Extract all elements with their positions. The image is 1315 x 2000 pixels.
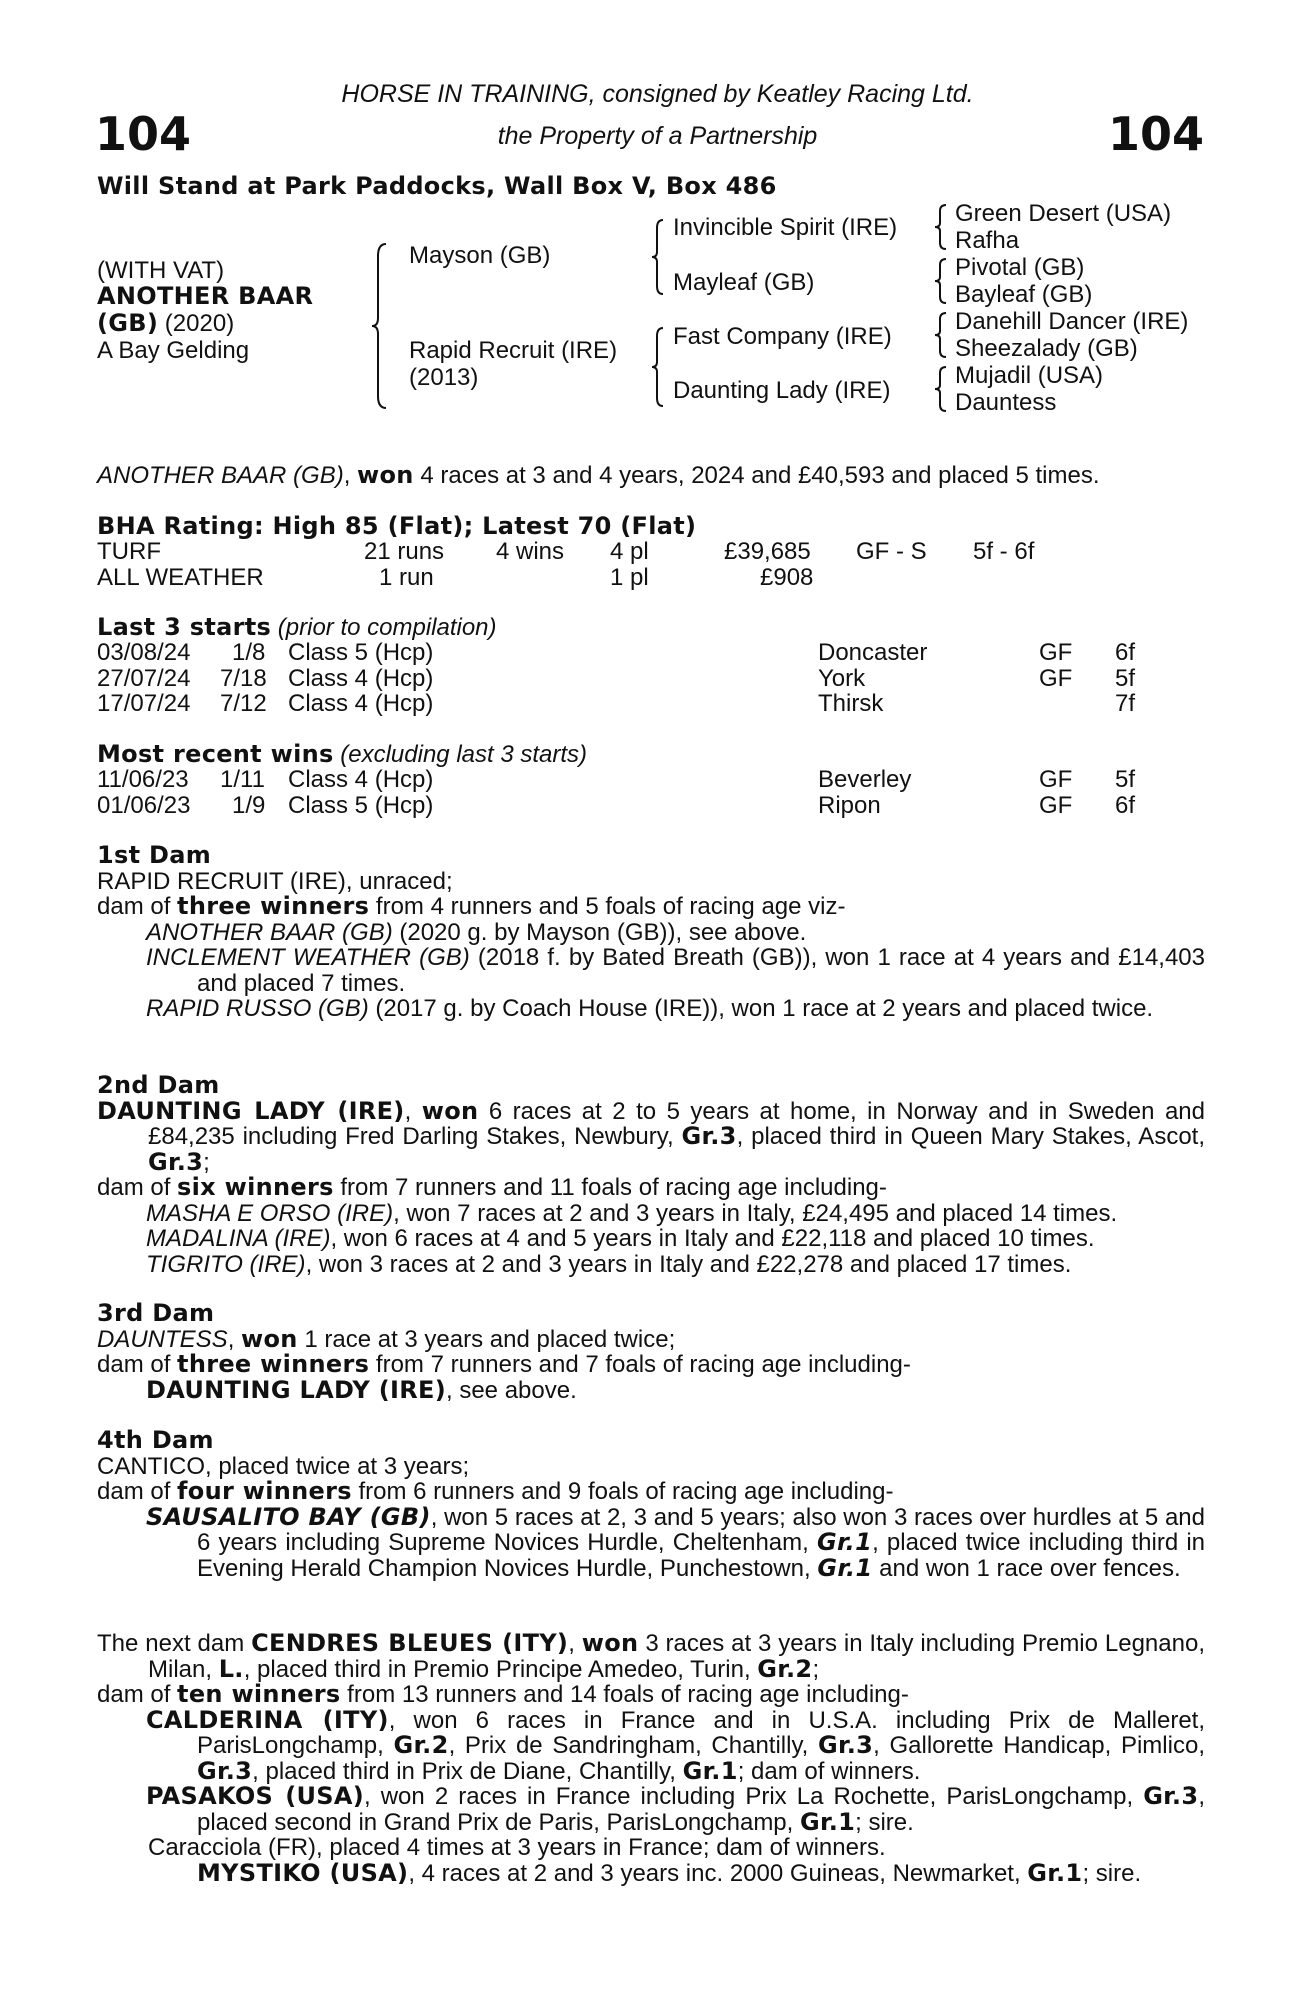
section-title: 4th Dam: [97, 1426, 214, 1454]
progeny-entry: PASAKOS (USA), won 2 races in France including Prix La Rochette, ParisLongchamp, Gr.3, placed second in Grand Prix de Paris, ParisLongchamp, Gr.1; sire.: [146, 1782, 1205, 1836]
gen3-brace-1: [933, 203, 949, 251]
gen3-brace-4: [933, 365, 949, 413]
third-dam-section: [97, 1301, 1205, 1403]
start-row: [97, 640, 1197, 666]
sire-sire-sire: Green Desert (USA): [955, 200, 1172, 227]
horse-country: (GB): [97, 309, 159, 337]
stand-location: Will Stand at Park Paddocks, Wall Box V, Box 486: [97, 172, 777, 200]
win-date: 11/06/23: [97, 766, 189, 793]
win-row: [97, 793, 1197, 819]
progeny-entry: ANOTHER BAAR (GB) (2020 g. by Mayson (GB)), see above.: [146, 918, 807, 946]
sire-dam-dam: Bayleaf (GB): [955, 281, 1093, 308]
sire-brace: [650, 218, 666, 296]
gen3-brace-2: [933, 257, 949, 305]
rating-going: GF - S: [856, 538, 927, 565]
summary-text: 4 races at 3 and 4 years, 2024 and £40,593 and placed 5 times.: [413, 462, 1100, 489]
rating-distance: 5f - 6f: [973, 538, 1035, 565]
dam-sire-dam: Sheezalady (GB): [955, 335, 1138, 362]
progeny-entry: INCLEMENT WEATHER (GB) (2018 f. by Bated Breath (GB)), won 1 race at 4 years and £14,403 and placed 7 times.: [146, 944, 1205, 997]
race-summary: ANOTHER BAAR (GB), won 4 races at 3 and 4 years, 2024 and £40,593 and placed 5 times.: [97, 461, 1100, 489]
start-distance: 6f: [1115, 639, 1136, 666]
dam-dam: Daunting Lady (IRE): [673, 377, 891, 404]
first-dam-section: [97, 843, 1205, 1022]
start-distance: 5f: [1115, 664, 1136, 692]
start-class: Class 4 (Hcp): [288, 690, 434, 717]
dam-of-line: dam of six winners from 7 runners and 11 foals of racing age including-: [97, 1173, 887, 1201]
start-class: Class 5 (Hcp): [288, 639, 434, 666]
start-course: Thirsk: [818, 690, 884, 717]
win-distance: 6f: [1115, 791, 1136, 819]
dam-dam-dam: Dauntess: [955, 389, 1057, 416]
rating-row: [97, 565, 1197, 591]
section-title: 3rd Dam: [97, 1299, 215, 1327]
rating-table: [97, 539, 1197, 590]
rating-surface: ALL WEATHER: [97, 563, 264, 591]
start-date: 03/08/24: [97, 639, 191, 666]
win-course: Ripon: [818, 791, 881, 819]
start-course: Doncaster: [818, 639, 928, 666]
rating-surface: TURF: [97, 538, 161, 565]
start-going: GF: [1039, 639, 1073, 666]
fourth-dam-section: [97, 1428, 1205, 1581]
win-row: [97, 767, 1197, 793]
start-position: 7/18: [220, 664, 267, 692]
progeny-entry: DAUNTING LADY (IRE), see above.: [146, 1375, 577, 1404]
win-class: Class 5 (Hcp): [288, 791, 434, 819]
progeny-entry: RAPID RUSSO (GB) (2017 g. by Coach House (IRE)), won 1 race at 2 years and placed twice.: [146, 995, 1154, 1022]
summary-won: won: [357, 461, 414, 489]
progeny-entry: SAUSALITO BAY (GB), won 5 races at 2, 3 and 5 years; also won 3 races over hurdles at 5 and 6 years including Supreme Novices Hurdle, Cheltenham, Gr.1, placed twice including third in Evening Herald Champion Novices Hurdle, Punchestown, Gr.1 and won 1 race over fences.: [146, 1502, 1205, 1582]
start-position: 1/8: [232, 639, 266, 666]
start-position: 7/12: [220, 690, 267, 717]
rating-places: 1 pl: [610, 563, 649, 591]
consignment-line: HORSE IN TRAINING, consigned by Keatley Racing Ltd.: [341, 80, 974, 108]
start-date: 27/07/24: [97, 664, 191, 692]
recent-wins-title: Most recent wins (excluding last 3 starts): [97, 740, 588, 768]
win-position: 1/11: [220, 766, 265, 793]
start-course: York: [818, 664, 866, 692]
sire-sire: Invincible Spirit (IRE): [673, 214, 898, 241]
dam-line: RAPID RECRUIT (IRE), unraced;: [97, 867, 453, 895]
dam-line: CANTICO, placed twice at 3 years;: [97, 1452, 470, 1480]
next-dam-section: [97, 1631, 1205, 1886]
rating-runs: 21 runs: [364, 538, 445, 565]
last3-table: [97, 640, 1197, 717]
win-class: Class 4 (Hcp): [288, 766, 434, 793]
rating-row: [97, 539, 1197, 565]
dam-dam-sire: Mujadil (USA): [955, 362, 1104, 389]
pedigree-main-brace: [370, 242, 390, 410]
start-going: GF: [1039, 664, 1073, 692]
start-date: 17/07/24: [97, 690, 191, 717]
sire-dam-sire: Pivotal (GB): [955, 254, 1085, 281]
dam-of-line: dam of three winners from 7 runners and 7 foals of racing age including-: [97, 1350, 911, 1378]
rating-places: 4 pl: [610, 538, 649, 565]
win-position: 1/9: [232, 791, 266, 819]
start-distance: 7f: [1115, 690, 1136, 717]
gen3-brace-3: [933, 311, 949, 359]
win-going: GF: [1039, 766, 1073, 793]
last3-title: Last 3 starts (prior to compilation): [97, 613, 497, 641]
dam-line: DAUNTESS, won 1 race at 3 years and placed twice;: [97, 1324, 676, 1353]
win-distance: 5f: [1115, 766, 1136, 793]
dam-line: The next dam CENDRES BLEUES (ITY), won 3 races at 3 years in Italy including Premio Legnano, Milan, L., placed third in Premio Principe Amedeo, Turin, Gr.2;: [97, 1629, 1205, 1683]
horse-name: ANOTHER BAAR: [97, 282, 314, 310]
rating-amount: £908: [760, 563, 814, 591]
start-row: [97, 666, 1197, 692]
win-course: Beverley: [818, 766, 912, 793]
sire-sire-dam: Rafha: [955, 227, 1020, 254]
section-title: 2nd Dam: [97, 1071, 220, 1099]
dam-sire-sire: Danehill Dancer (IRE): [955, 308, 1189, 335]
grand-progeny-entry: MYSTIKO (USA), 4 races at 2 and 3 years inc. 2000 Guineas, Newmarket, Gr.1; sire.: [197, 1858, 1142, 1887]
dam-of-line: dam of four winners from 6 runners and 9 foals of racing age including-: [97, 1477, 894, 1505]
summary-horse-name: ANOTHER BAAR (GB): [97, 462, 344, 489]
lot-number-right: 104: [1107, 107, 1204, 161]
horse-year: (2020): [158, 310, 235, 337]
progeny-entry: MASHA E ORSO (IRE), won 7 races at 2 and 3 years in Italy, £24,495 and placed 14 times.: [146, 1199, 1118, 1227]
dam-of-line: dam of ten winners from 13 runners and 14 foals of racing age including-: [97, 1680, 909, 1708]
sire-dam: Mayleaf (GB): [673, 269, 815, 296]
dam-brace: [650, 326, 666, 408]
dam-sire: Fast Company (IRE): [673, 323, 892, 350]
lot-number-left: 104: [95, 107, 192, 161]
dam-year: (2013): [409, 364, 479, 391]
sire: Mayson (GB): [409, 242, 551, 269]
vat-label: (WITH VAT): [97, 257, 225, 284]
rating-amount: £39,685: [724, 538, 811, 565]
property-line: the Property of a Partnership: [497, 122, 818, 150]
progeny-entry: MADALINA (IRE), won 6 races at 4 and 5 years in Italy and £22,118 and placed 10 times.: [146, 1225, 1095, 1252]
progeny-entry: TIGRITO (IRE), won 3 races at 2 and 3 years in Italy and £22,278 and placed 17 times.: [146, 1250, 1072, 1278]
horse-description: A Bay Gelding: [97, 337, 250, 364]
rating-runs: 1 run: [379, 563, 434, 591]
dam-line: DAUNTING LADY (IRE), won 6 races at 2 to 5 years at home, in Norway and in Sweden and £84,235 including Fred Darling Stakes, Newbury, Gr.3, placed third in Queen Mary Stakes, Ascot, Gr.3;: [97, 1096, 1206, 1176]
win-date: 01/06/23: [97, 791, 191, 819]
start-row: [97, 691, 1197, 717]
progeny-entry: CALDERINA (ITY), won 6 races in France and in U.S.A. including Prix de Malleret, ParisLongchamp, Gr.2, Prix de Sandringham, Chantilly, Gr.3, Gallorette Handicap, Pimlico, Gr.3, placed third in Prix de Diane, Chantilly, Gr.1; dam of winners.: [146, 1705, 1206, 1785]
bha-rating-title: BHA Rating: High 85 (Flat); Latest 70 (Flat): [97, 512, 697, 540]
rating-wins: 4 wins: [496, 538, 565, 565]
section-title: 1st Dam: [97, 841, 212, 869]
second-dam-section: [97, 1073, 1205, 1277]
start-class: Class 4 (Hcp): [288, 664, 434, 692]
horse-name-line2: [97, 311, 234, 337]
dam: Rapid Recruit (IRE): [409, 337, 618, 364]
win-going: GF: [1039, 791, 1073, 819]
recent-wins-table: [97, 767, 1197, 818]
dam-of-line: dam of three winners from 4 runners and 5 foals of racing age viz-: [97, 892, 846, 920]
progeny-entry: Caracciola (FR), placed 4 times at 3 years in France; dam of winners.: [148, 1834, 886, 1861]
